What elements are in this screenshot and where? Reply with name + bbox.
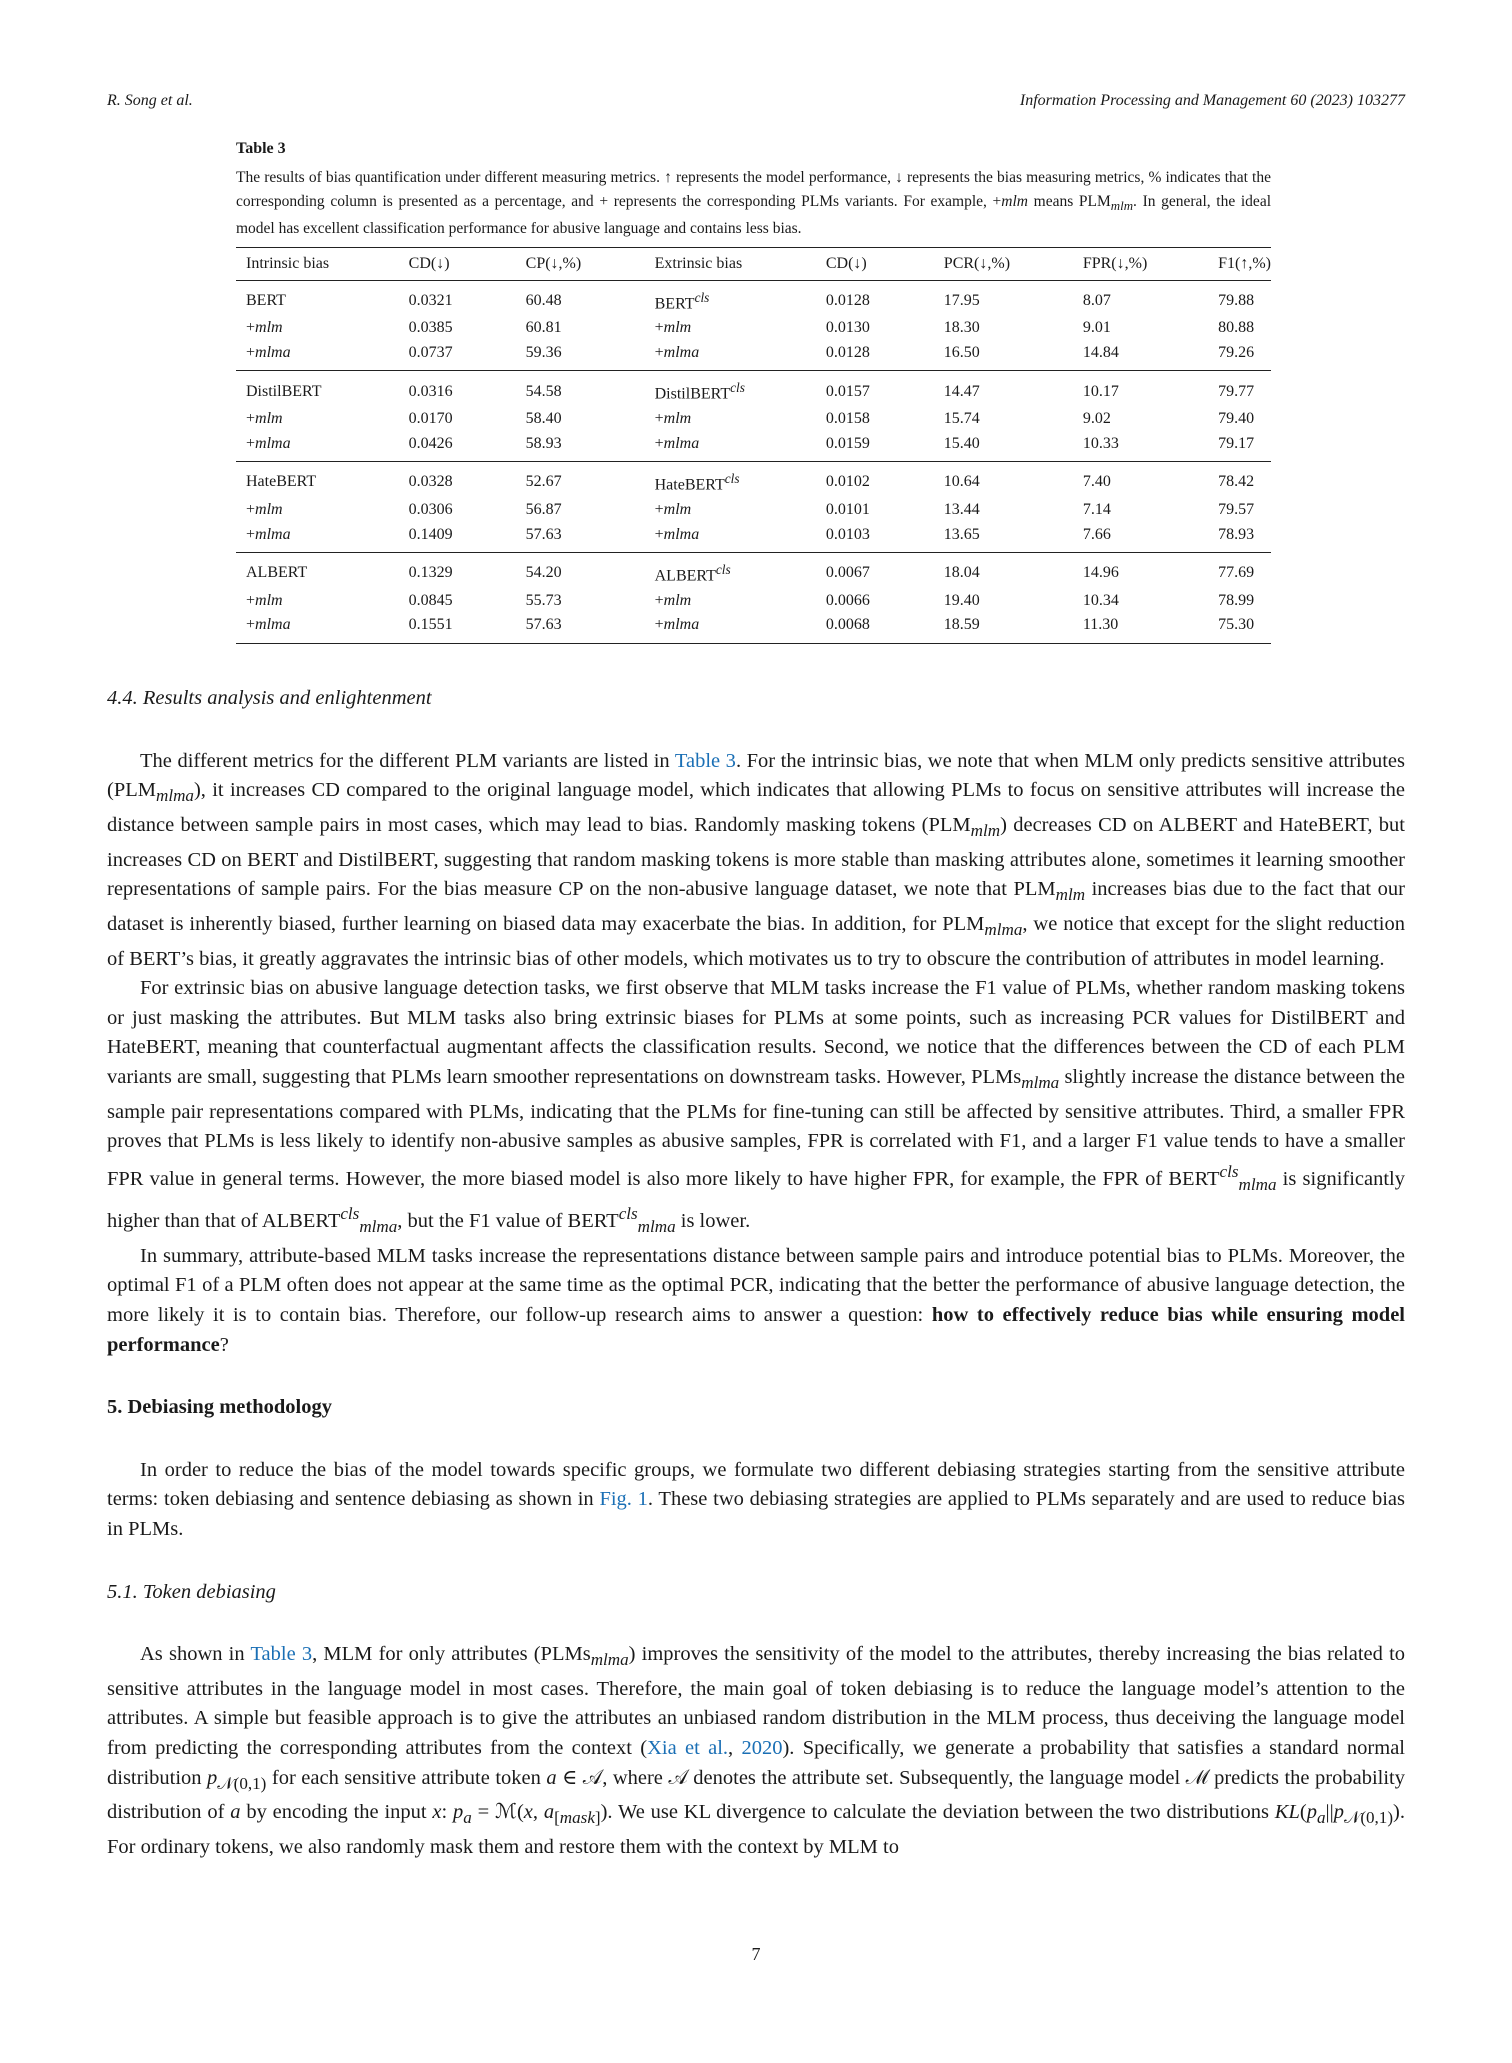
table-cell: 75.30 xyxy=(1218,616,1255,634)
table-cell: +mlma xyxy=(246,343,291,361)
table-cell: 80.88 xyxy=(1218,319,1255,337)
table-cell: 79.26 xyxy=(1218,343,1255,361)
table-row xyxy=(236,371,1271,407)
table-cell: 19.40 xyxy=(943,591,980,609)
table-cell: 10.64 xyxy=(943,473,980,491)
table-cell: 16.50 xyxy=(943,343,980,361)
table-3 xyxy=(236,140,1271,644)
table-cell: +mlm xyxy=(246,319,283,337)
table-cell: 0.0128 xyxy=(825,343,870,361)
table-cell: 7.66 xyxy=(1082,525,1111,543)
table-cell: +mlm xyxy=(654,591,692,609)
table-cell: DistilBERT$^{cls}$ xyxy=(654,380,745,403)
table-cell: 0.0170 xyxy=(408,410,453,428)
table-column-header: PCR(↓,%) xyxy=(934,247,1073,280)
table-row-group xyxy=(236,462,1271,553)
table-column-header: CD(↓) xyxy=(399,247,516,280)
table-row xyxy=(236,613,1271,643)
table-cell: DistilBERT xyxy=(246,382,322,400)
table-row xyxy=(236,589,1271,614)
section-4-4-paragraph-1: The different metrics for the different PLM variants are listed in Table 3. For the intrinsic bias, we note that when MLM only predicts sensitive attributes $(PLM_{mlma})$, it increases CD compared to the original language model, which indicates that allowing PLMs to focus on sensitive attributes will increase the distance between sample pairs in most cases, which may lead to bias. Randomly masking tokens $(PLM_{mlm})$ decreases CD on ALBERT and HateBERT, but increases CD on BERT and DistilBERT, suggesting that random masking tokens is more stable than masking attributes alone, sometimes it learning smoother representations of sample pairs. For the bias measure CP on the non-abusive language dataset, we note that $PLM_{mlm}$ increases bias due to the fact that our dataset is inherently biased, further learning on biased data may exacerbate the bias. In addition, for $PLM_{mlma}$, we notice that except for the slight reduction of BERT’s bias, it greatly aggravates the intrinsic bias of other models, which motivates us to try to obscure the contribution of attributes in model learning. xyxy=(107,749,1405,970)
table-row xyxy=(236,341,1271,371)
table-cell: 10.33 xyxy=(1082,434,1119,452)
table-cell: 0.0306 xyxy=(408,501,453,519)
table-cell: +mlm xyxy=(246,591,283,609)
section-5-1-paragraph-1: As shown in Table 3, MLM for only attributes (PLMs$_{mlma}$) improves the sensitivity of the model to the attributes, thereby increasing the bias related to sensitive attributes in the language model in most cases. Therefore, the main goal of token debiasing is to reduce the language model’s attention to the attributes. A simple but feasible approach is to give the attributes an unbiased random distribution in the MLM process, thus deceiving the language model from predicting the corresponding attributes from the context (Xia et al., 2020). Specifically, we generate a probability that satisfies a standard normal distribution $p_{𝒩(0,1)}$ for each sensitive attribute token a ∈ 𝒜, where 𝒜 denotes the attribute set. Subsequently, the language model ℳ predicts the probability distribution of a by encoding the input x: $p_a$ = ℳ(x, $a_{[mask]}$). We use KL divergence to calculate the deviation between the two distributions $KL(p_a||p_{𝒩(0,1)})$. For ordinary tokens, we also randomly mask them and restore them with the context by MLM to xyxy=(107,1643,1406,1858)
table-cell: 0.0316 xyxy=(408,382,453,400)
table-column-header: CD(↓) xyxy=(816,247,934,280)
table-cell: +mlm xyxy=(654,319,692,337)
table-cell: 10.34 xyxy=(1082,591,1119,609)
table-cell: 57.63 xyxy=(525,616,562,634)
table-cell: 17.95 xyxy=(943,291,980,309)
table-cell: 0.1551 xyxy=(408,616,453,634)
table-caption: The results of bias quantification under different measuring metrics. ↑ represents the model performance, ↓ represents the bias measuring metrics, % indicates that the corresponding column is presented as a percentage, and + represents the corresponding PLMs variants. For example, +mlm means $PLM_{mlm}$. In general, the ideal model has excellent classification performance for abusive language and contains less bias. xyxy=(236,169,1272,238)
results-table xyxy=(236,247,1271,644)
table-cell: 79.88 xyxy=(1218,291,1255,309)
table-cell: 79.17 xyxy=(1218,434,1255,452)
table-cell: 9.02 xyxy=(1082,410,1111,428)
table-cell: 0.0158 xyxy=(825,410,870,428)
body-text xyxy=(107,684,1405,1863)
table-cell: 8.07 xyxy=(1082,291,1111,309)
table-cell: 55.73 xyxy=(525,591,562,609)
table-cell: 54.58 xyxy=(525,382,562,400)
table-cell: 18.04 xyxy=(943,564,980,582)
table-cell: 0.0321 xyxy=(408,291,453,309)
table-cell: +mlm xyxy=(246,410,283,428)
table-cell: 0.0103 xyxy=(825,525,870,543)
table-row xyxy=(236,432,1271,462)
table-row-group xyxy=(236,553,1271,644)
table-cell: 0.0385 xyxy=(408,319,453,337)
section-5-1-heading: 5.1. Token debiasing xyxy=(107,1580,276,1603)
table-cell: 7.14 xyxy=(1082,501,1111,519)
table-row-group xyxy=(236,280,1271,371)
section-5-paragraph-1: In order to reduce the bias of the model towards specific groups, we formulate two different debiasing strategies starting from the sensitive attribute terms: token debiasing and sentence debiasing as shown in Fig. 1. These two debiasing strategies are applied to PLMs separately and are used to reduce bias in PLMs. xyxy=(107,1458,1405,1540)
table-cell: 9.01 xyxy=(1082,319,1111,337)
table-row xyxy=(236,280,1271,316)
table-column-header: CP(↓,%) xyxy=(516,247,645,280)
table-cell: 58.93 xyxy=(525,434,562,452)
table-row xyxy=(236,407,1271,432)
table-cell: 0.0067 xyxy=(825,564,870,582)
table-cell: 0.0101 xyxy=(825,501,870,519)
page-number: 7 xyxy=(751,1944,761,1964)
table-cell: +mlma xyxy=(246,434,291,452)
table-cell: +mlma xyxy=(654,525,700,543)
table-cell: BERT xyxy=(246,291,286,309)
table-cell: 0.0066 xyxy=(825,591,870,609)
table-cell: 18.59 xyxy=(943,616,980,634)
table-cell: 0.0426 xyxy=(408,434,453,452)
table-cell: 78.42 xyxy=(1218,473,1255,491)
table-cell: 0.0130 xyxy=(825,319,870,337)
table-cell: 60.48 xyxy=(525,291,562,309)
table-cell: 15.74 xyxy=(943,410,980,428)
table-column-header: Intrinsic bias xyxy=(236,247,399,280)
running-head xyxy=(107,92,1405,110)
table-cell: +mlma xyxy=(246,616,291,634)
table-cell: +mlma xyxy=(654,343,700,361)
table-cell: 7.40 xyxy=(1082,473,1111,491)
table-cell: 77.69 xyxy=(1218,564,1255,582)
table-cell: $BERT^{cls}$ xyxy=(654,289,710,312)
table-cell: 52.67 xyxy=(525,473,562,491)
table-cell: 79.40 xyxy=(1218,410,1255,428)
table-row xyxy=(236,498,1271,523)
table-cell: 56.87 xyxy=(525,501,562,519)
table-cell: 18.30 xyxy=(943,319,980,337)
table-cell: +mlma xyxy=(654,434,700,452)
table-header-row xyxy=(236,247,1271,280)
table-column-header: F1(↑,%) xyxy=(1208,247,1271,280)
table-cell: 0.0157 xyxy=(825,382,870,400)
table-cell: 78.93 xyxy=(1218,525,1255,543)
table-cell: 78.99 xyxy=(1218,591,1255,609)
table-cell: 14.47 xyxy=(943,382,980,400)
running-head-authors: R. Song et al. xyxy=(107,92,193,109)
section-4-4-paragraph-2: For extrinsic bias on abusive language detection tasks, we first observe that MLM tasks increase the F1 value of PLMs, whether random masking tokens or just masking the attributes. But MLM tasks also bring extrinsic biases for PLMs at some points, such as increasing PCR values for DistilBERT and HateBERT, meaning that counterfactual augmentant affects the classification results. Second, we notice that the differences between the CD of each PLM variants are small, suggesting that PLMs learn smoother representations on downstream tasks. However, PLMs$_{mlma}$ slightly increase the distance between the sample pair representations compared with PLMs, indicating that the PLMs for fine-tuning can still be affected by sensitive attributes. Third, a smaller FPR proves that PLMs is less likely to identify non-abusive samples as abusive samples, FPR is correlated with F1, and a larger F1 value tends to have a smaller FPR value in general terms. However, the more biased model is also more likely to have higher FPR, for example, the FPR of $BERT^{cls}_{mlma}$ is significantly higher than that of $ALBERT^{cls}_{mlma}$, but the F1 value of $BERT^{cls}_{mlma}$ is lower. xyxy=(107,977,1406,1237)
table-cell: HateBERT xyxy=(246,473,317,491)
table-cell: 0.1409 xyxy=(408,525,453,543)
table-row xyxy=(236,316,1271,341)
table-cell: 57.63 xyxy=(525,525,562,543)
table-cell: $ALBERT^{cls}$ xyxy=(654,562,731,585)
table-cell: HateBERT$^{cls}$ xyxy=(654,471,740,494)
table-row xyxy=(236,523,1271,553)
section-5-heading: 5. Debiasing methodology xyxy=(107,1396,332,1419)
table-cell: 59.36 xyxy=(525,343,562,361)
table-row xyxy=(236,462,1271,498)
table-cell: 15.40 xyxy=(943,434,980,452)
table-cell: 14.96 xyxy=(1082,564,1119,582)
table-cell: 58.40 xyxy=(525,410,562,428)
section-4-4-paragraph-3: In summary, attribute-based MLM tasks increase the representations distance between sample pairs and introduce potential bias to PLMs. Moreover, the optimal F1 of a PLM often does not appear at the same time as the optimal PCR, indicating that the better the performance of abusive language detection, the more likely it is to contain bias. Therefore, our follow-up research aims to answer a question: how to effectively reduce bias while ensuring model performance? xyxy=(107,1244,1405,1356)
running-head-journal: Information Processing and Management 60 (2023) 103277 xyxy=(1019,92,1405,109)
table-cell: 14.84 xyxy=(1082,343,1119,361)
table-row-group xyxy=(236,371,1271,462)
table-column-header: FPR(↓,%) xyxy=(1073,247,1208,280)
table-cell: 0.0159 xyxy=(825,434,870,452)
table-cell: +mlm xyxy=(654,410,692,428)
table-cell: 10.17 xyxy=(1082,382,1119,400)
table-cell: ALBERT xyxy=(246,564,308,582)
section-4-4-heading: 4.4. Results analysis and enlightenment xyxy=(107,687,432,709)
table-cell: 0.0128 xyxy=(825,291,870,309)
table-cell: 0.0845 xyxy=(408,591,453,609)
table-column-header: Extrinsic bias xyxy=(645,247,816,280)
table-cell: 79.77 xyxy=(1218,382,1255,400)
table-cell: 0.0737 xyxy=(408,343,453,361)
table-cell: 0.0068 xyxy=(825,616,870,634)
table-cell: 0.0102 xyxy=(825,473,870,491)
table-cell: 60.81 xyxy=(525,319,562,337)
table-cell: 54.20 xyxy=(525,564,562,582)
table-cell: +mlma xyxy=(654,616,700,634)
table-cell: +mlm xyxy=(654,501,692,519)
table-cell: +mlma xyxy=(246,525,291,543)
table-row xyxy=(236,553,1271,589)
table-cell: 0.0328 xyxy=(408,473,453,491)
table-cell: 11.30 xyxy=(1082,616,1119,634)
table-cell: 13.65 xyxy=(943,525,980,543)
table-cell: 13.44 xyxy=(943,501,980,519)
table-cell: +mlm xyxy=(246,501,283,519)
table-label: Table 3 xyxy=(236,140,286,157)
table-cell: 0.1329 xyxy=(408,564,453,582)
table-cell: 79.57 xyxy=(1218,501,1255,519)
